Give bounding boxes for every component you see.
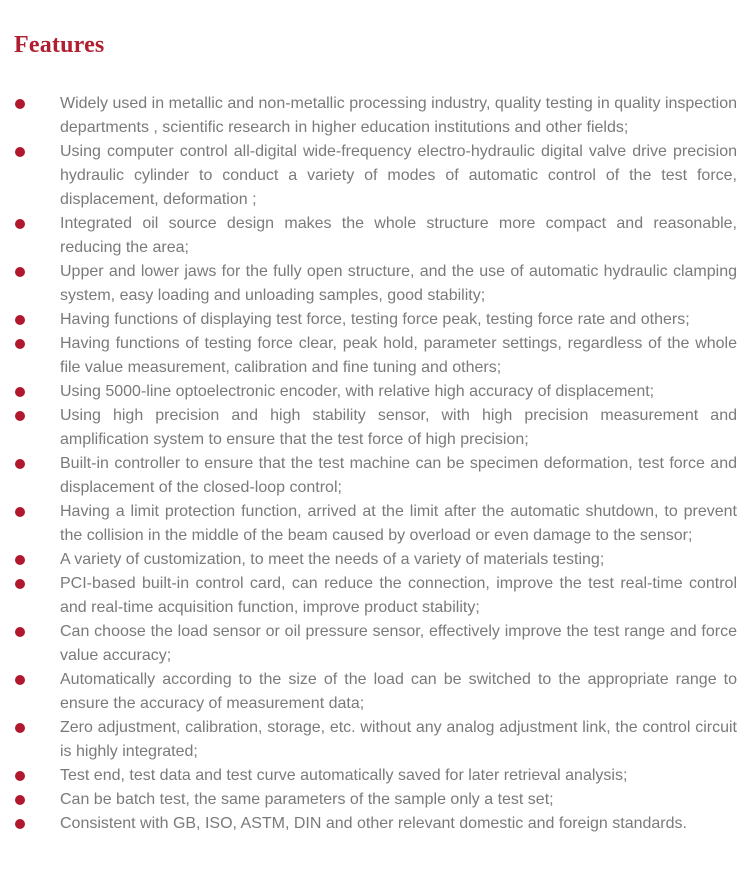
list-item xyxy=(14,500,737,548)
bullet-icon xyxy=(15,555,25,565)
feature-text: Upper and lower jaws for the fully open structure, and the use of automatic hydraulic clamping system, easy loading and unloading samples, good stability; xyxy=(60,263,737,304)
list-item xyxy=(14,380,737,404)
list-item xyxy=(14,668,737,716)
bullet-icon xyxy=(15,315,25,325)
bullet-icon xyxy=(15,459,25,469)
bullet-icon xyxy=(15,219,25,229)
list-item xyxy=(14,260,737,308)
bullet-icon xyxy=(15,387,25,397)
feature-text: Can be batch test, the same parameters of the sample only a test set; xyxy=(60,791,554,808)
page-title: Features xyxy=(14,32,105,58)
list-item xyxy=(14,404,737,452)
bullet-icon xyxy=(15,507,25,517)
list-item xyxy=(14,620,737,668)
bullet-icon xyxy=(15,99,25,109)
list-item xyxy=(14,212,737,260)
bullet-icon xyxy=(15,147,25,157)
feature-text: Having functions of testing force clear, peak hold, parameter settings, regardless of the whole file value measurement, calibration and fine tuning and others; xyxy=(60,335,737,376)
bullet-icon xyxy=(15,339,25,349)
bullet-icon xyxy=(15,411,25,421)
features-list xyxy=(14,92,737,836)
feature-text: PCI-based built-in control card, can reduce the connection, improve the test real-time control and real-time acquisition function, improve product stability; xyxy=(60,575,737,616)
list-item xyxy=(14,788,737,812)
feature-text: Widely used in metallic and non-metallic processing industry, quality testing in quality inspection departments , scientific research in higher education institutions and other fields; xyxy=(60,95,737,136)
feature-text: A variety of customization, to meet the needs of a variety of materials testing; xyxy=(60,551,605,568)
feature-text: Automatically according to the size of the load can be switched to the appropriate range to ensure the accuracy of measurement data; xyxy=(60,671,737,712)
feature-text: Built-in controller to ensure that the test machine can be specimen deformation, test force and displacement of the closed-loop control; xyxy=(60,455,737,496)
feature-text: Using computer control all-digital wide-frequency electro-hydraulic digital valve drive precision hydraulic cylinder to conduct a variety of modes of automatic control of the test force, displacement, deformation ; xyxy=(60,143,737,208)
list-item xyxy=(14,140,737,212)
feature-text: Having a limit protection function, arrived at the limit after the automatic shutdown, to prevent the collision in the middle of the beam caused by overload or even damage to the sensor; xyxy=(60,503,737,544)
feature-text: Using 5000-line optoelectronic encoder, with relative high accuracy of displacement; xyxy=(60,383,655,400)
feature-text: Can choose the load sensor or oil pressure sensor, effectively improve the test range and force value accuracy; xyxy=(60,623,737,664)
list-item xyxy=(14,332,737,380)
list-item xyxy=(14,92,737,140)
bullet-icon xyxy=(15,819,25,829)
bullet-icon xyxy=(15,579,25,589)
list-item xyxy=(14,716,737,764)
list-item xyxy=(14,572,737,620)
bullet-icon xyxy=(15,795,25,805)
feature-text: Consistent with GB, ISO, ASTM, DIN and other relevant domestic and foreign standards. xyxy=(60,815,687,832)
bullet-icon xyxy=(15,675,25,685)
bullet-icon xyxy=(15,267,25,277)
feature-text: Integrated oil source design makes the whole structure more compact and reasonable, reducing the area; xyxy=(60,215,737,256)
bullet-icon xyxy=(15,627,25,637)
list-item xyxy=(14,812,737,836)
list-item xyxy=(14,308,737,332)
bullet-icon xyxy=(15,723,25,733)
list-item xyxy=(14,452,737,500)
bullet-icon xyxy=(15,771,25,781)
list-item xyxy=(14,548,737,572)
feature-text: Test end, test data and test curve automatically saved for later retrieval analysis; xyxy=(60,767,628,784)
feature-text: Zero adjustment, calibration, storage, etc. without any analog adjustment link, the control circuit is highly integrated; xyxy=(60,719,737,760)
feature-text: Having functions of displaying test force, testing force peak, testing force rate and others; xyxy=(60,311,690,328)
list-item xyxy=(14,764,737,788)
feature-text: Using high precision and high stability sensor, with high precision measurement and amplification system to ensure that the test force of high precision; xyxy=(60,407,737,448)
